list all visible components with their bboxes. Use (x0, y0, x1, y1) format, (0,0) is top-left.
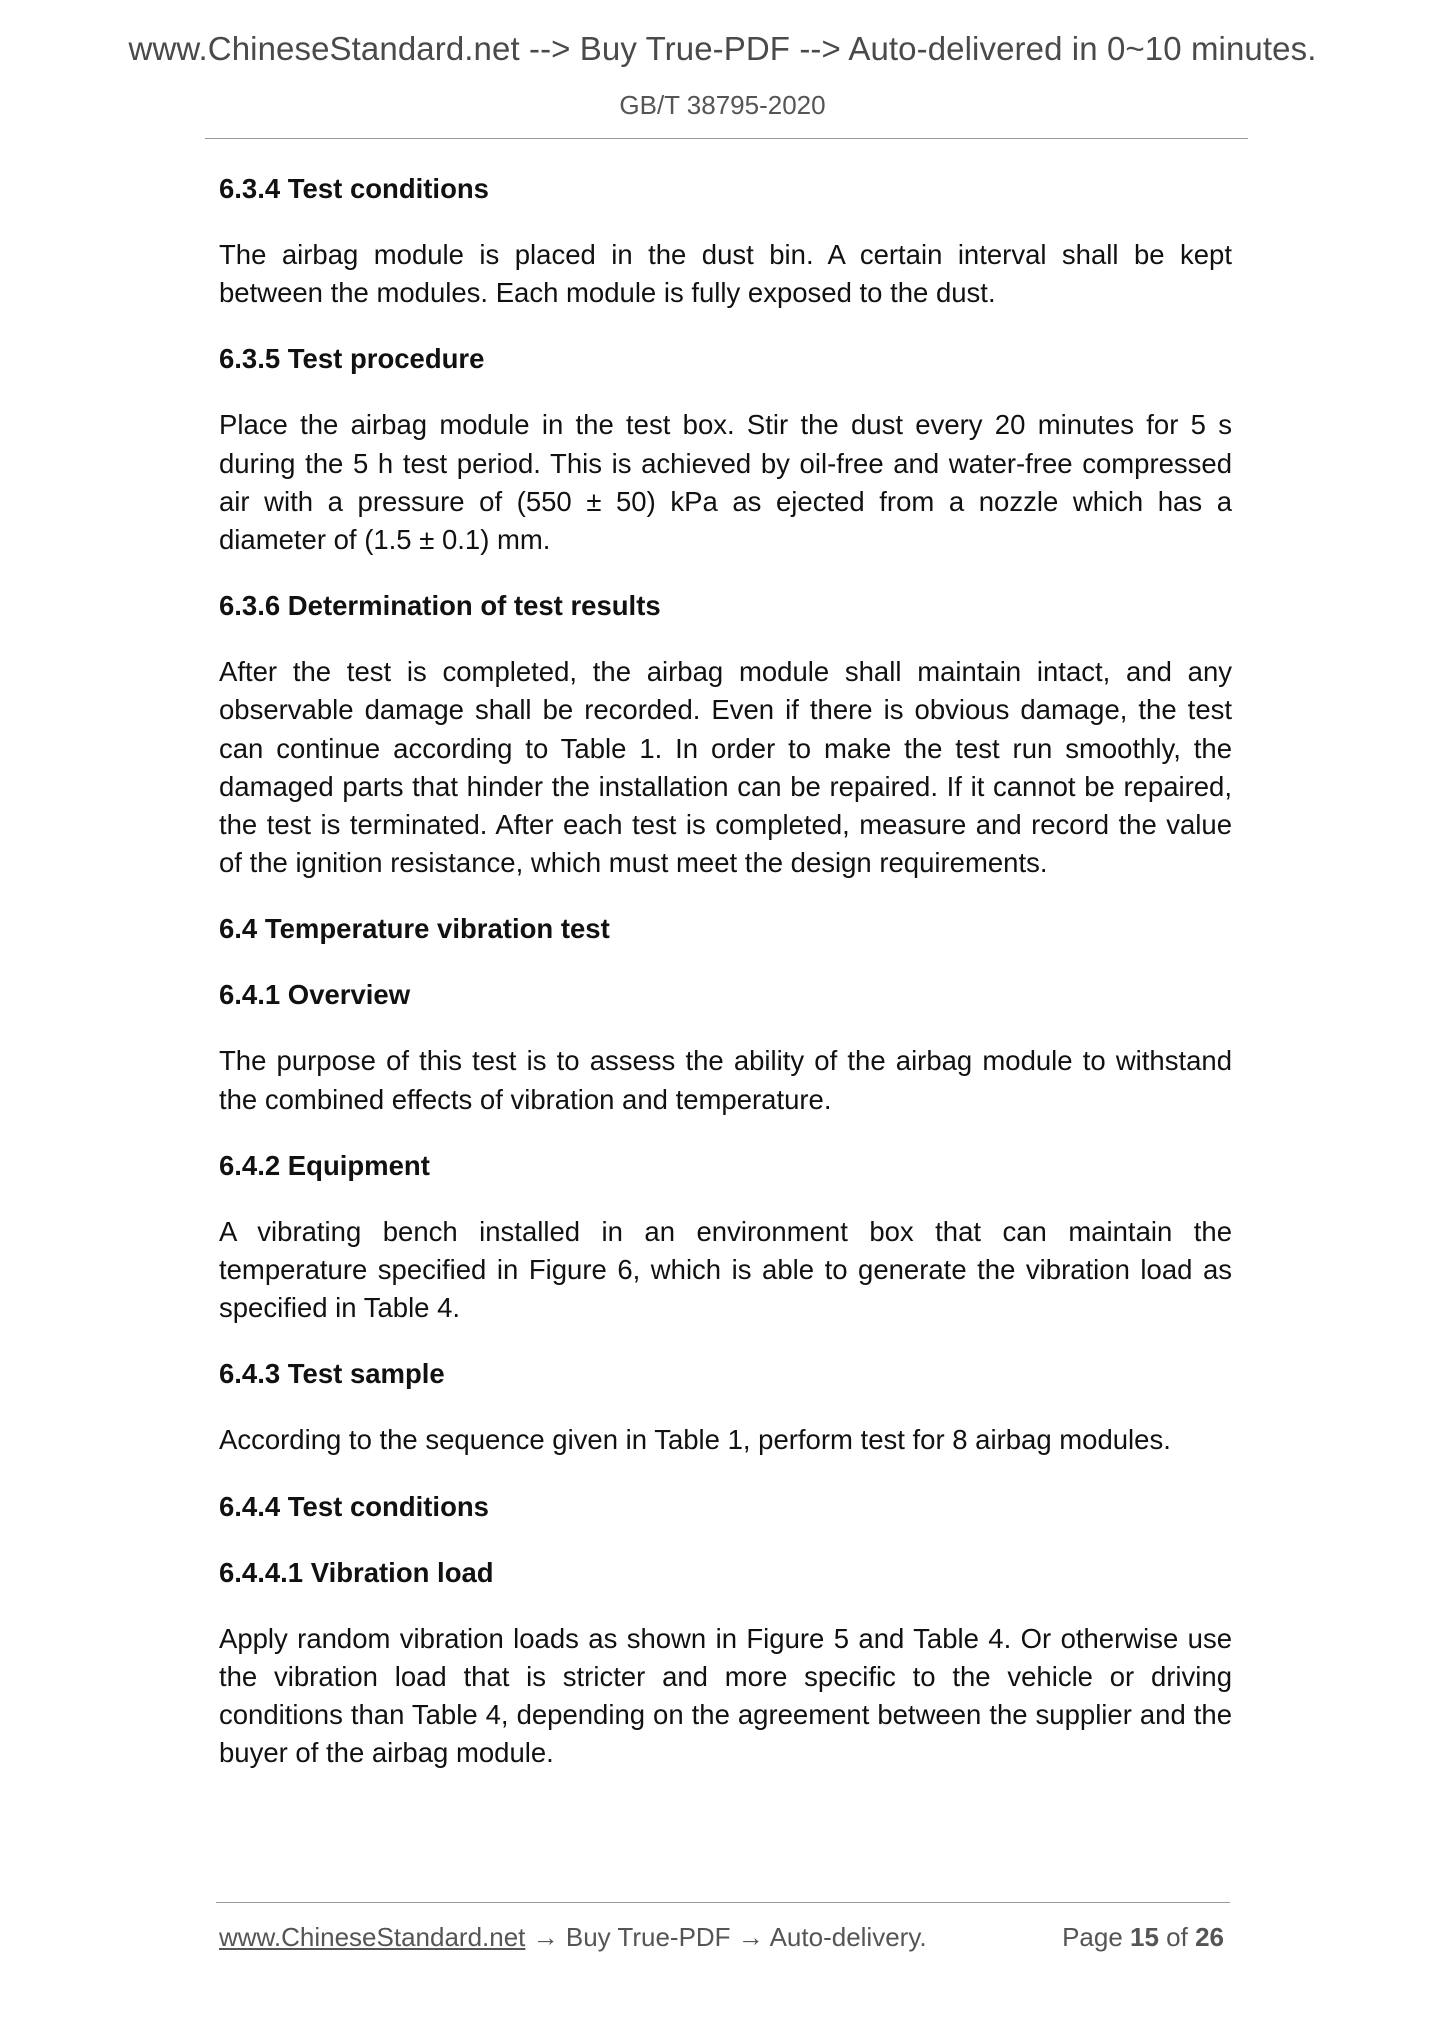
footer-divider (216, 1902, 1230, 1903)
site-banner: www.ChineseStandard.net --> Buy True-PDF --> Auto-delivered in 0~10 minutes. (128, 30, 1317, 67)
heading-6-3-4: 6.3.4 Test conditions (219, 173, 489, 204)
header-divider (205, 138, 1248, 139)
heading-6-4: 6.4 Temperature vibration test (219, 913, 610, 945)
page-total: 26 (1195, 1922, 1224, 1952)
heading-6-4-1: 6.4.1 Overview (219, 979, 411, 1011)
page-content (219, 160, 1232, 1800)
paragraph-6-4-3: According to the sequence given in Table 1, perform test for 8 airbag modules. (219, 1424, 1171, 1456)
footer-delivery-text: → Auto-delivery. (737, 1922, 927, 1952)
paragraph-6-4-2: A vibrating bench installed in an environment box that can maintain the temperature specified in Figure 6, which is able to generate the vibration load as specified in Table 4. (219, 1215, 1232, 1324)
standard-code: GB/T 38795-2020 (619, 90, 826, 120)
paragraph-6-4-4-1: Apply random vibration loads as shown in Figure 5 and Table 4. Or otherwise use the vibration load that is stricter and more specific to the vehicle or driving conditions than Table 4, depending on the agreement between the supplier and the buyer of the airbag module. (219, 1622, 1232, 1769)
heading-6-4-4: 6.4.4 Test conditions (219, 1490, 489, 1522)
footer-buy-text: → Buy True-PDF (525, 1922, 738, 1952)
paragraph-6-4-1: The purpose of this test is to assess the ability of the airbag module to withstand the combined effects of vibration and temperature. (219, 1045, 1232, 1115)
paragraph-6-3-5: Place the airbag module in the test box. Stir the dust every 20 minutes for 5 s during the 5 h test period. This is achieved by oil-free and water-free compressed air with a pressure of (550 ± 50) kPa as ejected from a nozzle which has a diameter of (1.5 ± 0.1) mm. (219, 409, 1232, 556)
heading-6-4-3: 6.4.3 Test sample (219, 1358, 445, 1390)
paragraph-6-3-6: After the test is completed, the airbag module shall maintain intact, and any observable damage shall be recorded. Even if there is obvious damage, the test can continue according to Table 1. In order to make the test run smoothly, the damaged parts that hinder the installation can be repaired. If it cannot be repaired, the test is terminated. After each test is completed, measure and record the value of the ignition resistance, which must meet the design requirements. (219, 656, 1232, 879)
footer-site-link[interactable]: www.ChineseStandard.net (219, 1922, 526, 1952)
heading-6-4-2: 6.4.2 Equipment (219, 1149, 430, 1181)
heading-6-3-5: 6.3.5 Test procedure (219, 343, 485, 375)
footer-promo (219, 1922, 927, 1953)
page-current: 15 (1130, 1922, 1159, 1952)
heading-6-3-6: 6.3.6 Determination of test results (219, 590, 661, 622)
heading-6-4-4-1: 6.4.4.1 Vibration load (219, 1556, 494, 1588)
of-label: of (1158, 1922, 1196, 1952)
page-label: Page (1062, 1922, 1131, 1952)
page-indicator (1062, 1922, 1224, 1953)
paragraph-6-3-4: The airbag module is placed in the dust bin. A certain interval shall be kept between the modules. Each module is fully exposed to the dust. (219, 239, 1232, 309)
